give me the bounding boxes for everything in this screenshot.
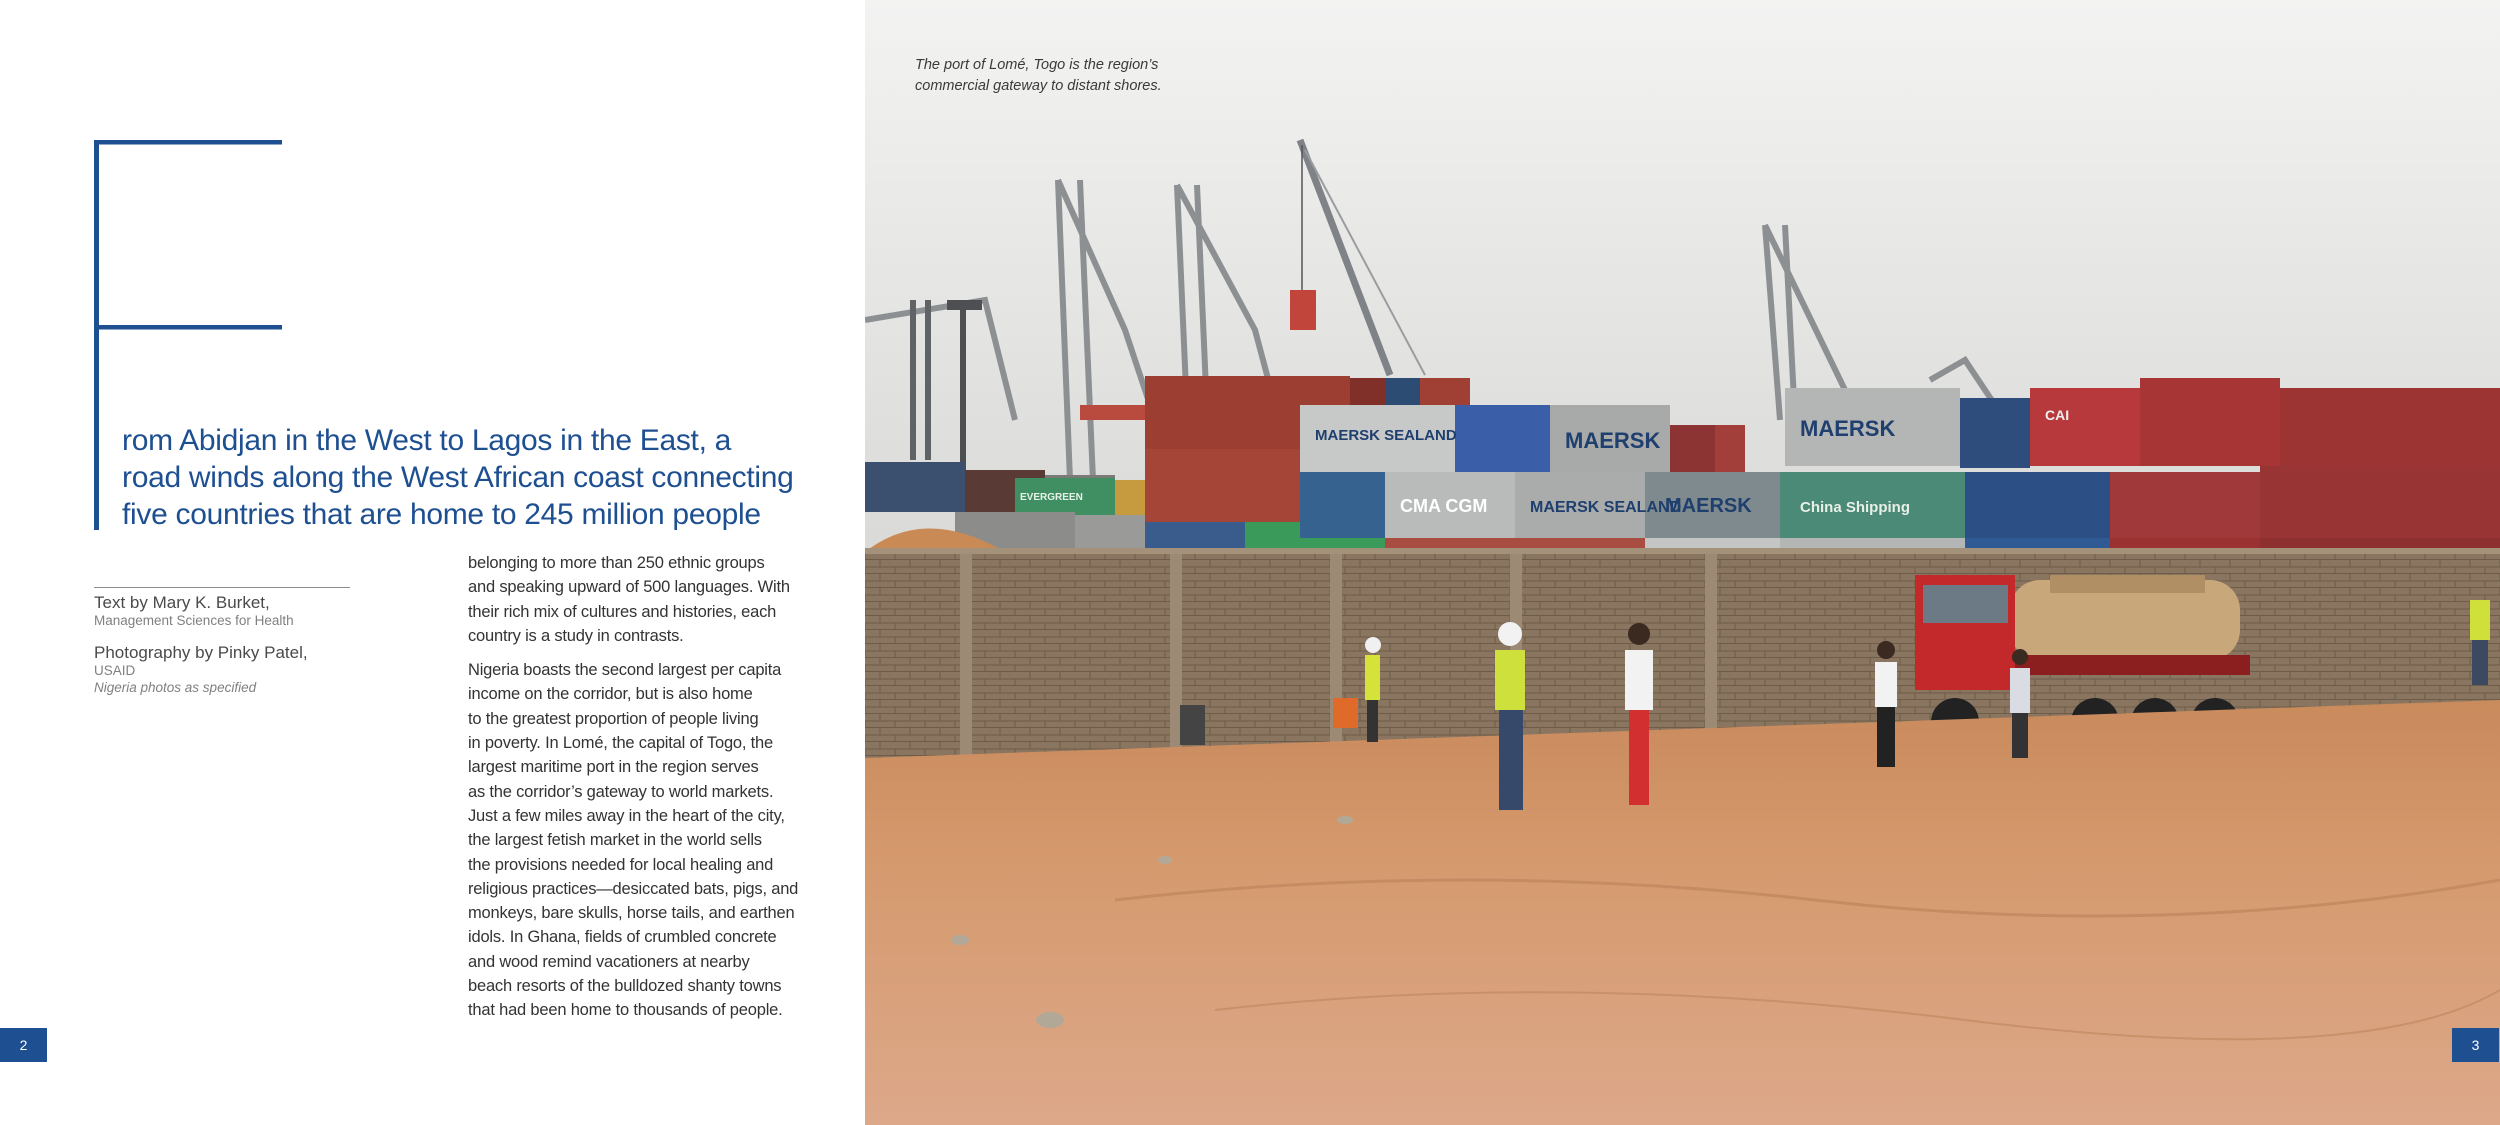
photographer-organization: USAID [94, 663, 136, 678]
body-line: Just a few miles away in the heart of the city, [468, 806, 785, 825]
credits-divider [94, 587, 350, 588]
photo-note: Nigeria photos as specified [94, 680, 257, 695]
body-line: monkeys, bare skulls, horse tails, and earthen [468, 904, 795, 923]
lede-paragraph [122, 422, 822, 533]
lede-line: rom Abidjan in the West to Lagos in the East, a [122, 424, 732, 457]
body-line: Nigeria boasts the second largest per capita [468, 661, 782, 680]
body-line: country is a study in contrasts. [468, 626, 684, 645]
page-number-right: 3 [2452, 1028, 2499, 1062]
body-line: and speaking upward of 500 languages. With [468, 578, 790, 597]
body-line: as the corridor’s gateway to world markets. [468, 782, 774, 801]
body-line: in poverty. In Lomé, the capital of Togo, the [468, 734, 773, 753]
body-line: to the greatest proportion of people living [468, 709, 759, 728]
body-paragraph-1 [468, 551, 818, 648]
writer-credit: Text by Mary K. Burket, [94, 593, 270, 612]
body-paragraph-2 [468, 658, 818, 1022]
lede-line: five countries that are home to 245 million people [122, 498, 761, 531]
page-number-left: 2 [0, 1028, 47, 1062]
container-label: CMA CGM [1400, 496, 1488, 516]
lede-line: road winds along the West African coast connecting [122, 461, 794, 494]
body-line: beach resorts of the bulldozed shanty towns [468, 977, 782, 996]
container-label: MAERSK [1665, 495, 1752, 517]
body-line: and wood remind vacationers at nearby [468, 952, 750, 971]
body-line: the largest fetish market in the world sells [468, 831, 762, 850]
port-photograph [865, 0, 2500, 1125]
body-line: the provisions needed for local healing and [468, 855, 774, 874]
caption-line: commercial gateway to distant shores. [915, 78, 1162, 94]
body-line: that had been home to thousands of people. [468, 1001, 783, 1020]
container-label: MAERSK [1800, 416, 1896, 441]
body-line: religious practices—desiccated bats, pigs, and [468, 879, 799, 898]
photo-caption [915, 55, 1162, 97]
sandy-ground [865, 700, 2500, 1125]
container-label: CAI [2045, 407, 2070, 423]
container-label: MAERSK SEALAND [1315, 427, 1457, 444]
left-page [0, 0, 865, 1125]
body-line: belonging to more than 250 ethnic groups [468, 554, 765, 572]
body-text [468, 551, 818, 1023]
body-line: their rich mix of cultures and histories, each [468, 602, 777, 621]
right-page [865, 0, 2500, 1125]
caption-line: The port of Lomé, Togo is the region’s [915, 57, 1159, 73]
body-line: idols. In Ghana, fields of crumbled concrete [468, 928, 777, 947]
body-line: largest maritime port in the region serves [468, 758, 759, 777]
writer-organization: Management Sciences for Health [94, 613, 294, 628]
credits-block [94, 592, 344, 696]
container-label: MAERSK SEALAND [1530, 499, 1682, 516]
container-label: MAERSK [1565, 428, 1661, 453]
container-label: EVERGREEN [1020, 492, 1083, 503]
body-line: income on the corridor, but is also home [468, 685, 753, 704]
container-label: China Shipping [1800, 499, 1910, 516]
photographer-credit: Photography by Pinky Patel, [94, 643, 308, 662]
